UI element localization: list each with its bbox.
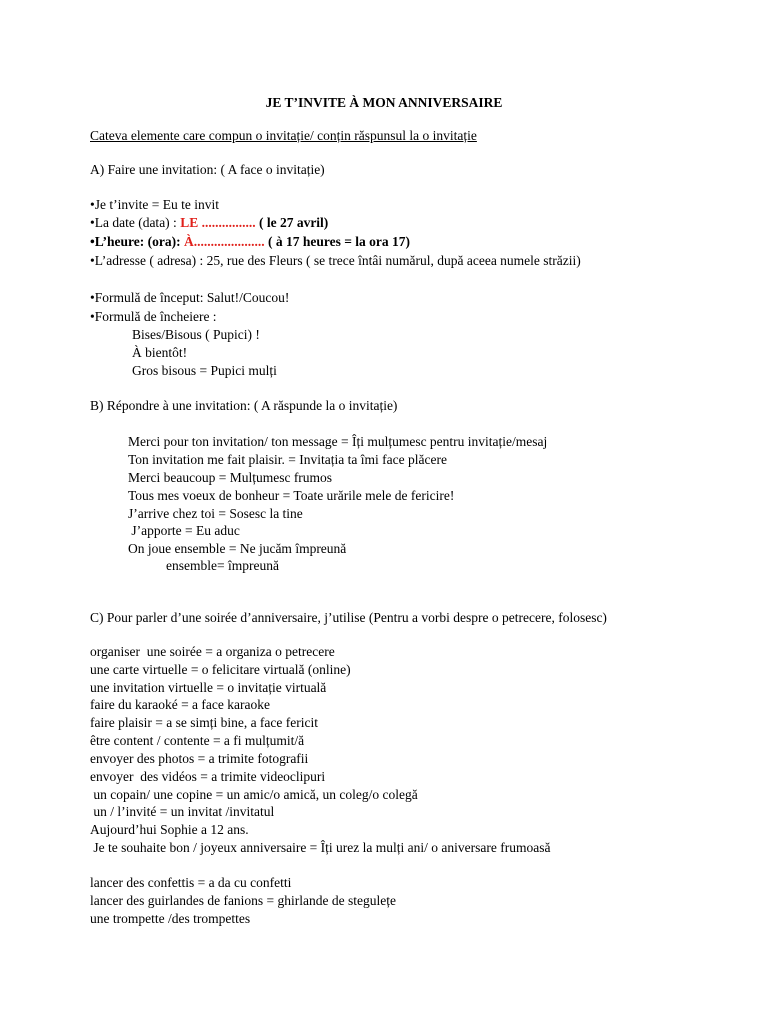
section-c-heading: C) Pour parler d’une soirée d’anniversaire, j’utilise (Pentru a vorbi despre o petrecere, folosesc) xyxy=(90,610,607,625)
section-c-line: Aujourd’hui Sophie a 12 ans. xyxy=(90,822,249,837)
section-a-line-invite: •Je t’invite = Eu te invit xyxy=(90,197,219,212)
time-placeholder-a: À xyxy=(183,234,194,249)
section-c-extra-line: une trompette /des trompettes xyxy=(90,911,251,926)
date-placeholder-le: LE xyxy=(180,215,199,230)
time-label: •L’heure: (ora): xyxy=(90,234,184,249)
section-a-line-closing: •Formulă de încheiere : xyxy=(90,309,217,324)
document-subtitle: Cateva elemente care compun o invitație/ conțin răspunsul la o invitație xyxy=(90,128,477,143)
date-dots: ................ xyxy=(198,215,259,230)
section-c-line: envoyer des vidéos = a trimite videoclipuri xyxy=(90,769,326,784)
section-c-line: un / l’invité = un invitat /invitatul xyxy=(90,804,275,819)
section-c-line: un copain/ une copine = un amic/o amică, un coleg/o colegă xyxy=(90,787,418,802)
section-b-line: On joue ensemble = Ne jucăm împreună xyxy=(128,541,347,556)
section-c-line: Je te souhaite bon / joyeux anniversaire = Îți urez la mulți ani/ o aniversare frumoasă xyxy=(90,840,551,855)
closing-gros-bisous: Gros bisous = Pupici mulți xyxy=(132,363,277,378)
section-c-line: faire du karaoké = a face karaoke xyxy=(90,697,270,712)
date-label: •La date (data) : xyxy=(90,215,181,230)
time-dots: ..................... xyxy=(193,234,268,249)
section-c-line: une carte virtuelle = o felicitare virtuală (online) xyxy=(90,662,351,677)
section-a-line-date xyxy=(90,214,328,231)
closing-a-bientot: À bientôt! xyxy=(132,345,188,360)
section-a-line-address: •L’adresse ( adresa) : 25, rue des Fleurs ( se trece întâi numărul, după aceea numele străzii) xyxy=(90,253,581,268)
section-c-extra-line: lancer des guirlandes de fanions = ghirlande de stegulețe xyxy=(90,893,397,908)
closing-bises: Bises/Bisous ( Pupici) ! xyxy=(132,327,260,342)
time-example: ( à 17 heures = la ora 17) xyxy=(267,234,411,249)
section-b-line: Merci beaucoup = Mulțumesc frumos xyxy=(128,470,333,485)
section-c-line: envoyer des photos = a trimite fotografii xyxy=(90,751,309,766)
section-b-heading: B) Répondre à une invitation: ( A răspunde la o invitație) xyxy=(90,398,398,413)
section-c-line: une invitation virtuelle = o invitație virtuală xyxy=(90,680,327,695)
section-a-line-time xyxy=(90,233,410,250)
section-c-line: être content / contente = a fi mulțumit/ă xyxy=(90,733,305,748)
section-b-line: Merci pour ton invitation/ ton message = Îți mulțumesc pentru invitație/mesaj xyxy=(128,434,548,449)
section-c-line: faire plaisir = a se simți bine, a face fericit xyxy=(90,715,319,730)
section-b-line: J’arrive chez toi = Sosesc la tine xyxy=(128,506,303,521)
section-b-line: J’apporte = Eu aduc xyxy=(128,523,240,538)
date-example: ( le 27 avril) xyxy=(258,215,329,230)
section-b-last-line: ensemble= împreună xyxy=(166,558,279,573)
section-a-heading: A) Faire une invitation: ( A face o invitație) xyxy=(90,162,325,177)
section-b-line: Ton invitation me fait plaisir. = Invitația ta îmi face plăcere xyxy=(128,452,447,467)
section-a-line-opening: •Formulă de început: Salut!/Coucou! xyxy=(90,290,290,305)
document-title: JE T’INVITE À MON ANNIVERSAIRE xyxy=(265,95,503,110)
section-b-line: Tous mes voeux de bonheur = Toate urările mele de fericire! xyxy=(128,488,455,503)
section-c-line: organiser une soirée = a organiza o petrecere xyxy=(90,644,335,659)
section-c-extra-line: lancer des confettis = a da cu confetti xyxy=(90,875,292,890)
